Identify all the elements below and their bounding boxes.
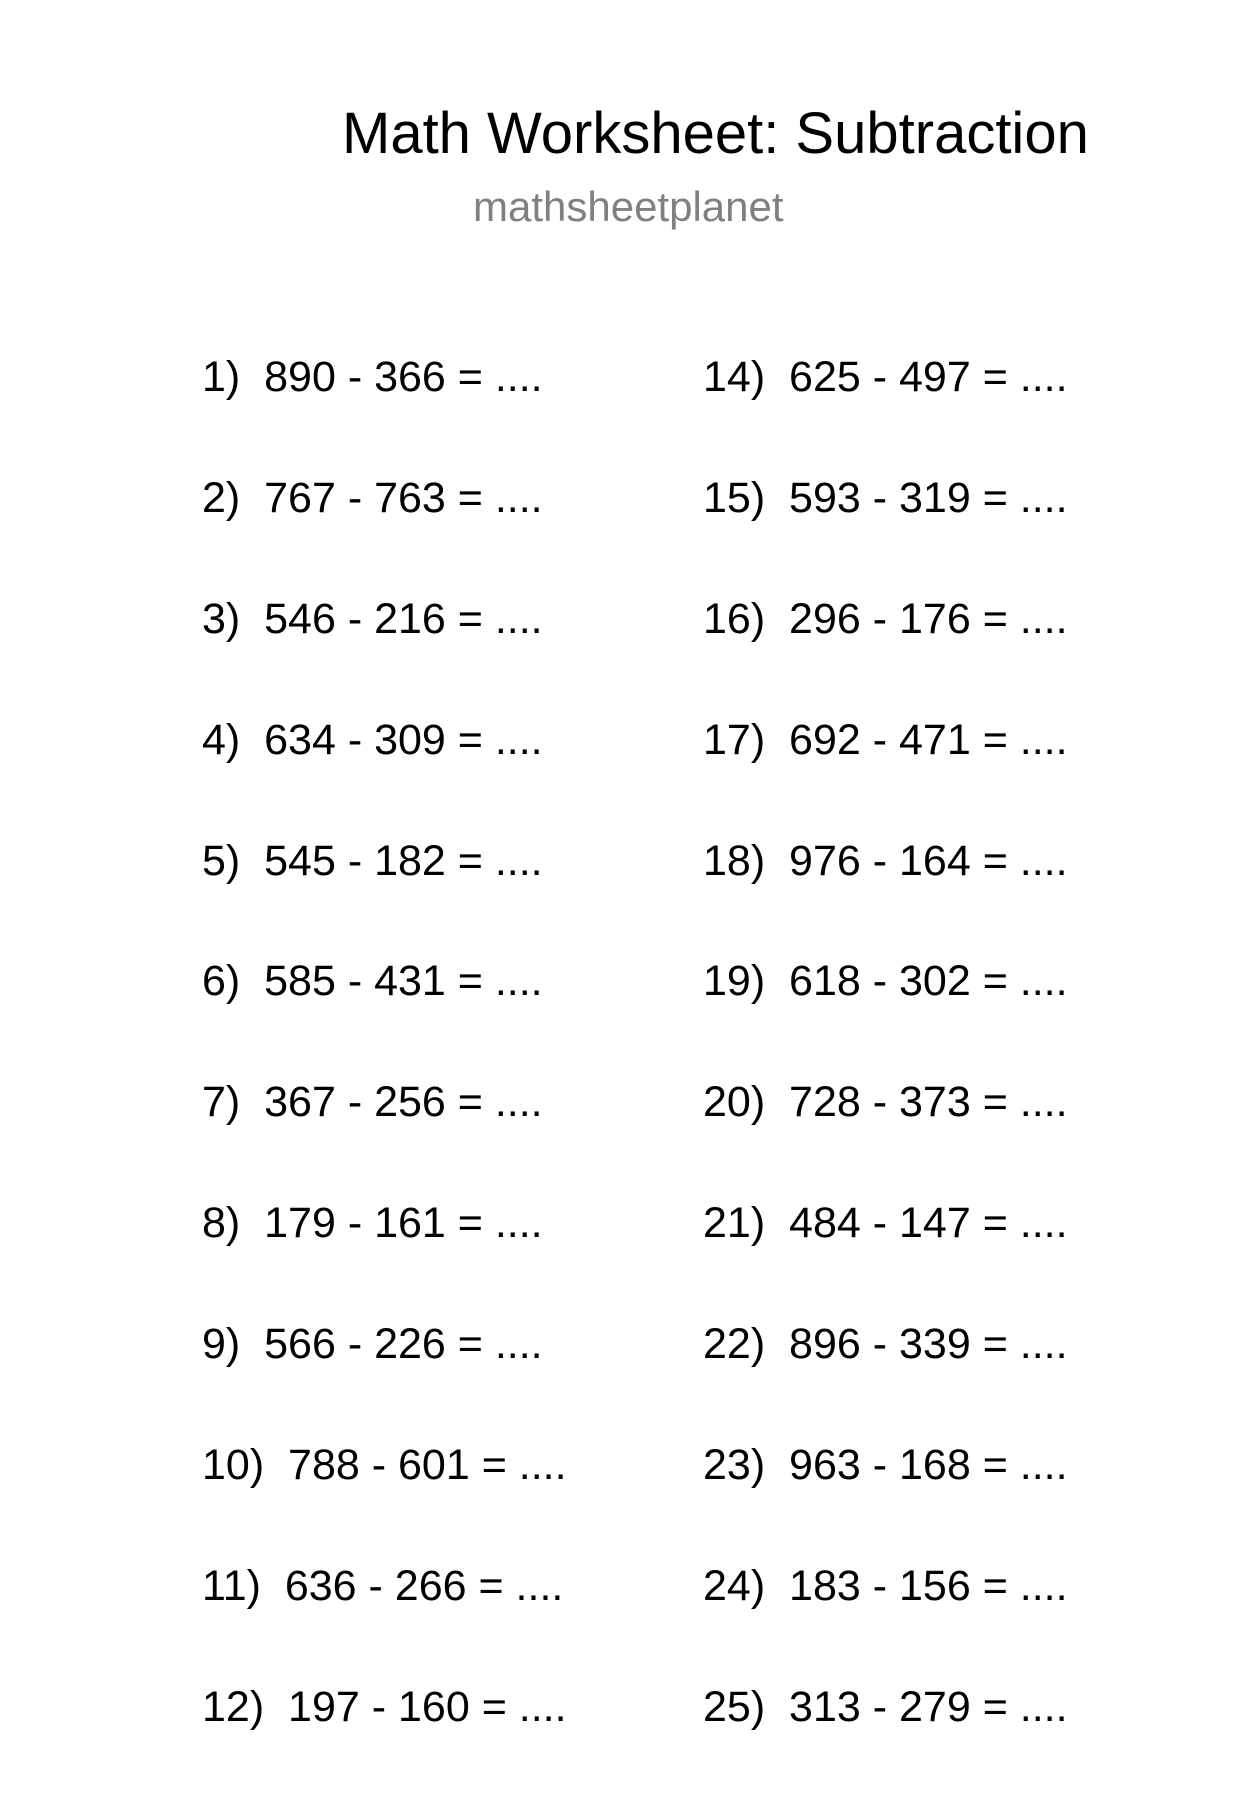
problem-item: 10) 788 - 601 = ....: [202, 1441, 567, 1490]
problem-column-right: [703, 352, 1173, 1803]
problem-column-left: [202, 352, 672, 1803]
problem-item: 8) 179 - 161 = ....: [202, 1199, 543, 1248]
problem-item: 15) 593 - 319 = ....: [703, 473, 1068, 522]
problem-item: 9) 566 - 226 = ....: [202, 1320, 543, 1369]
problem-item: 25) 313 - 279 = ....: [703, 1682, 1068, 1731]
problem-item: 19) 618 - 302 = ....: [703, 957, 1068, 1006]
problem-item: 14) 625 - 497 = ....: [703, 353, 1068, 401]
problem-item: 22) 896 - 339 = ....: [703, 1320, 1068, 1369]
problem-item: 4) 634 - 309 = ....: [202, 715, 543, 764]
page-subtitle: mathsheetplanet: [473, 183, 784, 230]
problem-item: 3) 546 - 216 = ....: [202, 594, 543, 643]
problem-item: 6) 585 - 431 = ....: [202, 957, 543, 1006]
problem-item: 21) 484 - 147 = ....: [703, 1199, 1068, 1248]
page-title: Math Worksheet: Subtraction: [342, 101, 1089, 166]
problem-item: 11) 636 - 266 = ....: [202, 1561, 564, 1610]
problem-item: 2) 767 - 763 = ....: [202, 473, 543, 522]
problem-item: 1) 890 - 366 = ....: [202, 353, 543, 401]
problem-item: 12) 197 - 160 = ....: [202, 1682, 567, 1731]
problem-item: 23) 963 - 168 = ....: [703, 1441, 1068, 1490]
problem-item: 20) 728 - 373 = ....: [703, 1078, 1068, 1127]
problem-item: 5) 545 - 182 = ....: [202, 836, 543, 885]
problem-item: 7) 367 - 256 = ....: [202, 1078, 543, 1127]
problem-item: 17) 692 - 471 = ....: [703, 715, 1068, 764]
problem-item: 18) 976 - 164 = ....: [703, 836, 1068, 885]
problem-item: 16) 296 - 176 = ....: [703, 594, 1068, 643]
problem-item: 24) 183 - 156 = ....: [703, 1561, 1068, 1610]
